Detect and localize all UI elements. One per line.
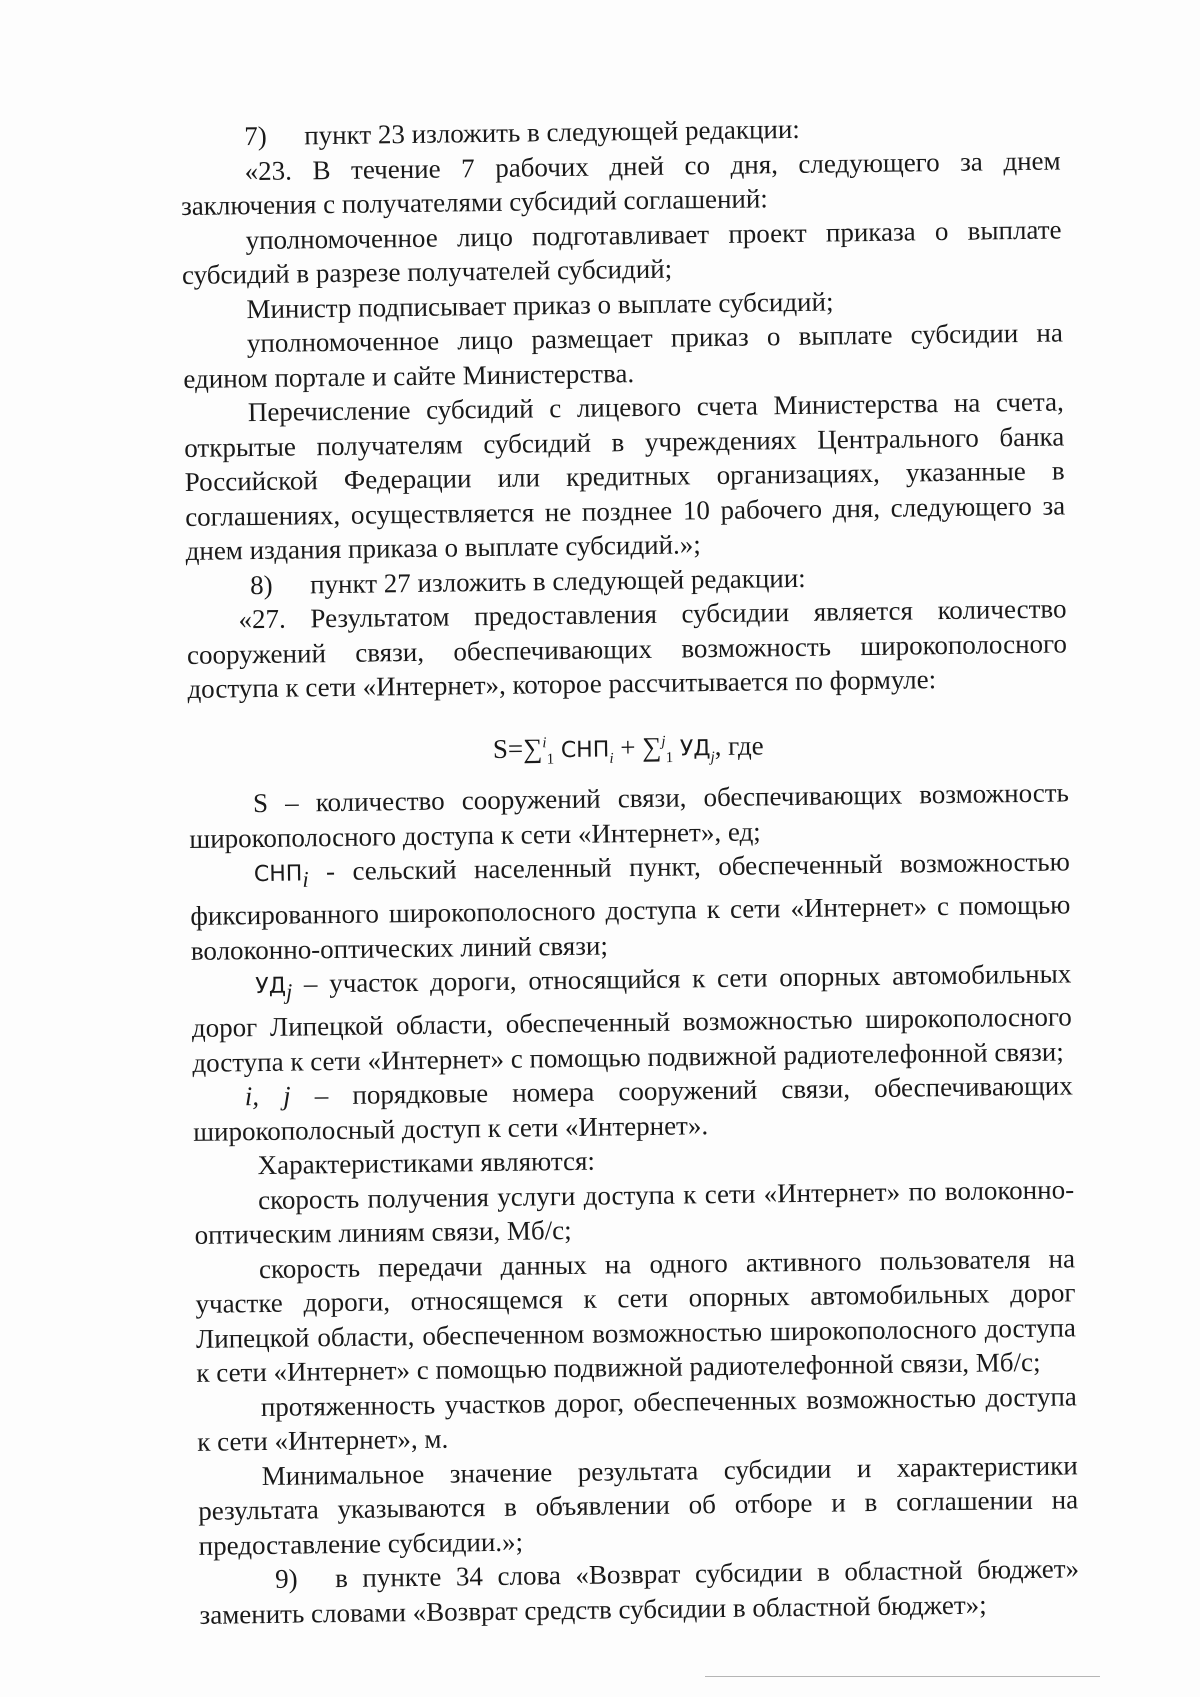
formula-lower-1: 1 bbox=[546, 751, 555, 768]
definition-ij-text: – порядковые номера сооружений связи, обеспечивающих широкополосный доступ к сети «Интернет». bbox=[193, 1070, 1073, 1147]
item-9 bbox=[199, 1552, 1080, 1633]
definition-snp-symbol: СНП bbox=[253, 861, 303, 888]
p23-step-3: уполномоченное лицо размещает приказ о выплате субсидии на едином портале и сайте Министерства. bbox=[183, 317, 1064, 394]
formula-upper-j: j bbox=[661, 733, 666, 750]
p27-intro: «27. Результатом предоставления субсидии является количество сооружений связи, обеспечивающих возможность широкополосного доступа к сети «Интернет», которое рассчитывается по формуле: bbox=[186, 593, 1068, 704]
result-formula bbox=[188, 719, 1069, 781]
formula-sum-1: ∑ bbox=[522, 732, 543, 764]
item-9-marker: 9) bbox=[274, 1563, 298, 1595]
formula-lower-1b: 1 bbox=[665, 749, 674, 766]
definition-ij-symbol: i, j bbox=[244, 1080, 291, 1112]
formula-upper-i: i bbox=[542, 734, 547, 751]
p23-step-2: Министр подписывает приказ о выплате субсидий; bbox=[246, 285, 834, 324]
document-body bbox=[180, 108, 1080, 1632]
formula-lhs: S= bbox=[492, 733, 524, 764]
characteristics-heading: Характеристиками являются: bbox=[257, 1145, 596, 1181]
characteristic-1: скорость получения услуги доступа к сети «Интернет» по волоконно-оптическим линиям связи, Мб/с; bbox=[194, 1174, 1075, 1251]
formula-term-snp: СНП bbox=[560, 736, 610, 763]
item-8-text: пункт 27 изложить в следующей редакции: bbox=[309, 562, 806, 599]
item-8-marker: 8) bbox=[249, 569, 273, 600]
formula-sum-2: ∑ bbox=[641, 731, 662, 762]
item-7-marker: 7) bbox=[244, 120, 267, 152]
p23-transfer: Перечисление субсидий с лицевого счета Министерства на счета, открытые получателям субсидий в учреждениях Центрального банка Российской Федерации или кредитных организациях, указанные в соглашениях, осуществляется не позднее 10 рабочего дня, следующего за днем издания приказа о выплате субсидий.»; bbox=[184, 386, 1066, 566]
formula-tail: , где bbox=[714, 729, 764, 761]
formula-sub-j: j bbox=[710, 748, 715, 765]
definition-s: S – количество сооружений связи, обеспечивающих возможность широкополосного доступа к сети «Интернет», ед; bbox=[189, 777, 1070, 854]
definition-snp-text: - сельский населенный пункт, обеспеченный возможностью фиксированного широкополосного доступа к сети «Интернет» с помощью волоконно-оптических линий связи; bbox=[190, 846, 1071, 966]
p23-intro: «23. В течение 7 рабочих дней со дня, следующего за днем заключения с получателями субсидий соглашений: bbox=[180, 144, 1061, 221]
characteristic-3: протяженность участков дорог, обеспеченных возможностью доступа к сети «Интернет», м. bbox=[197, 1381, 1077, 1458]
item-7-text: пункт 23 изложить в следующей редакции: bbox=[304, 113, 800, 151]
item-9-text: в пункте 34 слова «Возврат субсидии в областной бюджет» заменить словами «Возврат средств субсидии в областной бюджет»; bbox=[199, 1553, 1080, 1630]
formula-plus: + bbox=[613, 731, 643, 762]
definition-snp bbox=[190, 845, 1071, 968]
definition-ij bbox=[193, 1069, 1074, 1150]
definition-ud-text: – участок дороги, относящийся к сети опорных автомобильных дорог Липецкой области, обеспеченный возможностью широкополосного доступа к сети «Интернет» с помощью подвижной радиотелефонной связи; bbox=[191, 958, 1073, 1078]
minimum-value-paragraph: Минимальное значение результата субсидии и характеристики результата указываются в объявлении об отборе и в соглашении на предоставление субсидии.»; bbox=[198, 1450, 1079, 1561]
formula-term-ud: УД bbox=[679, 735, 711, 762]
scan-edge-line bbox=[705, 1676, 1100, 1677]
definition-ud-sub: j bbox=[285, 979, 293, 1005]
p23-step-1: уполномоченное лицо подготавливает проект приказа о выплате субсидий в разрезе получателей субсидий; bbox=[181, 213, 1062, 290]
formula-sub-i: i bbox=[609, 750, 614, 767]
definition-snp-sub: i bbox=[302, 867, 309, 893]
definition-ud-symbol: УД bbox=[255, 973, 287, 1000]
definition-ud bbox=[191, 957, 1072, 1080]
characteristic-2: скорость передачи данных на одного активного пользователя на участке дороги, относящемся к сети опорных автомобильных дорог Липецкой области, обеспеченном возможностью широкополосного доступа к сети «Интернет» с помощью подвижной радиотелефонной связи, Мб/с; bbox=[195, 1243, 1077, 1389]
